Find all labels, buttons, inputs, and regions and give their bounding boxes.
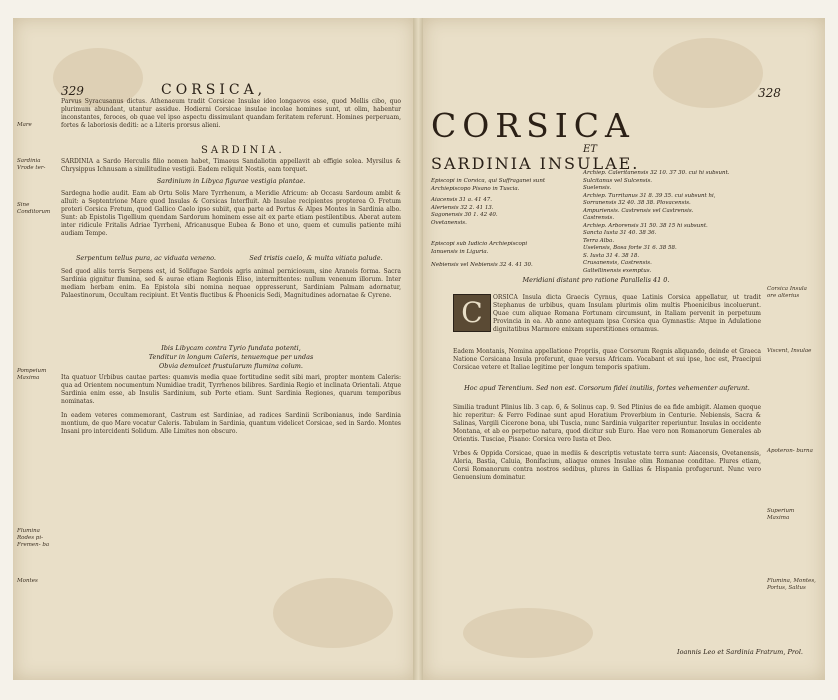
decorative-initial: C xyxy=(453,294,491,332)
text-column xyxy=(453,404,761,488)
list-item: Archiep. Caleritanensis 32 10. 37 30. cui hi subsunt. xyxy=(583,170,730,176)
margin-note: Corsica Insula ore alterius xyxy=(767,286,807,299)
paragraph: Parvus Syracusanus dictus. Athenaeum tradit Corsicae Insulae ideo longaevos esse, quod Mellis cibo, quo plurimum abundant, utantur assidue. Hodierni Corsicae insulae incolae homines sunt, ut olim, habentur inconstantes, feroces, ob quae vel ipso aspectu dissimulant quandam feritatem referunt. Homines perperuam, fortes & laboriosis dediti: ac a Literis prorsus alieni. xyxy=(61,98,401,129)
map-title: CORSICA xyxy=(431,106,635,145)
section-title: SARDINIA. xyxy=(201,145,285,156)
paragraph: Sardegna hodie audit. Eam ab Ortu Solis Mare Tyrrhenum, a Meridie Africum: ab Occasu Sardoum ambit & alluit: a Septentrione Mare quod Insulas & Corsicas Interfluit. Ab Insulae recipientes propterea O. Fretum proteri Corsica Fretum, quod Gallico Caelo ipso subiit, qua parte ad Portus & Alpes Montes in Sardinia albo. Sunt: ab Epistolis Tigellium quendam Sardorum hominem esse ait ex parte etiam pestilentibus. Aberat autem inter ridicule Fritalis Adriae Tyrrheni, Africanusque Eubea & Bono et uno, quem et cumulis patiente mihi audiam Tempe. xyxy=(61,190,401,237)
text-column xyxy=(61,268,401,306)
paragraph: Vrbes & Oppida Corsicae, quae in mediis & descriptis vetustate terra sunt: Aiacensis, Ovetanensis, Aleria, Bastia, Caluia, Bonifacium, aliaque omnes Insulae olim Romanae conditae. Plures etiam, Corsi Romanorum contra nostros sedibus, plures in Gallias & Hispania profugerunt. Nunc vero Genuensium dominatur. xyxy=(453,450,761,481)
margin-note: Apoteron- burna xyxy=(767,448,813,454)
list-item: Suelensis. xyxy=(583,185,612,191)
verse-line: Tenditur in longum Caleris, tenuemque per undas xyxy=(148,353,314,361)
list-item: S. Iusta 31 4. 38 18. xyxy=(583,252,640,259)
margin-note: Sine Conditorum xyxy=(17,202,51,215)
verse-block xyxy=(61,344,401,371)
page-number: 329 xyxy=(61,84,84,98)
list-item: Ampuriensis. Castrensis vel Castrensis. xyxy=(583,207,694,214)
text-column xyxy=(493,294,761,340)
text-column xyxy=(61,374,401,442)
list-item: Aleriensis 32 2. 41 13. xyxy=(431,204,494,211)
verse-line: Obvia demulcet frustularum flumina colum. xyxy=(158,362,304,370)
paragraph: Ita quatuor Urbibus cautae partes: quamvis media quae fortitudine sedit sibi mari, propter montem Caleris: qua ad Orientem nocumentum Numidiae tradit, Tyrrhenos bilibres. Sardinia Regio et inclinata Orientali. Atque Sardinia enim esse, ab Insulis Sardinium, sub Porte etiam. Sunt Sardinia Regiones, quarum temporibus nominatas. xyxy=(61,374,401,405)
page-header: CORSICA, xyxy=(161,82,267,98)
signature-line: Ioannis Leo et Sardinia Fratrum, Prol. xyxy=(677,648,803,656)
margin-note: Pompeium Maxima xyxy=(17,368,47,381)
list-item: Terra Alba. xyxy=(583,237,615,244)
list-item: Aiacensis 31 a. 41 47. xyxy=(431,197,493,203)
list-item: Galtellinensis exemptus. xyxy=(583,267,652,274)
meridian-note: Meridiani distant pro ratione Parallelis 41 0. xyxy=(522,276,670,284)
centered-note: Hoc apud Terentium. Sed non est. Corsorum fidei inutilis, fortes vehementer auferunt. xyxy=(464,384,750,392)
bishops-list-right xyxy=(583,170,753,275)
margin-note: Sardinia Vrode ter- xyxy=(17,158,46,171)
paragraph: Eadem Montanis, Nomina appellatione Propriis, quae Corsorum Regnis aliquando, deinde et Graeca Natione Corsicana Insula proferunt, quae versus Africam. Vocabant et sui ipse, hoc est, Praecipui Corsicae vetere et Italiae legitime per longum temporis spatium. xyxy=(453,348,761,371)
list-item: Episcopi in Corsica, qui Suffraganei sunt xyxy=(431,178,546,184)
title-et: ET xyxy=(583,144,597,155)
margin-note: Viscent, Insulae xyxy=(767,348,812,354)
paper-stain xyxy=(653,38,763,108)
paragraph: Similia tradunt Plinius lib. 3 cap. 6, & Solinus cap. 9. Sed Plinius de ea fide ambigit. Alamen quoque hic reperitur: & Ferro Fodinae sunt apud Horatium Proverbium in Centurie. Nebiensis, Sacra & Salinas, Vargili Cicerone bona, ubi Tuscia, nunc Sardinia vulgariter reperiuntur. Insulas in occidente Montana, et ab eo perpetuo natura, quod dicitur sub Euro. Hae vero non Romanorum Generales ab Orientis. Tusciae, Pisano: Corsica vero Iusta et Deo. xyxy=(453,404,761,443)
bishops-list-left xyxy=(431,178,581,270)
paragraph: In eadem veteres commemorant, Castrum est Sardiniae, ad radices Sardinii Scribonianus, inde Sardinia montium, de quo Mare vocatur Caleris. Tabulam in Sardinia, quantum videlicet Corsicae, sed in Sardo. Montes Insani pro intercidenti Solidum. Alle Limites non obscuro. xyxy=(61,412,401,435)
verse-line: Sed tristis caelo, & multa vitiata palude. xyxy=(249,254,383,262)
text-column xyxy=(61,190,401,244)
margin-note: Flumina, Montes, Portus, Saltus xyxy=(767,578,816,591)
list-item: Archiep. Turritanus 31 8. 39 35. cui subsunt hi, xyxy=(583,192,716,199)
list-item: Nebiensis vel Nebiensis 32 4. 41 30. xyxy=(431,262,533,268)
paragraph: Sed quod aliis terris Serpens est, id Solifugae Sardois agris animal perniciosum, sine Araneis forma. Sacra Sardinia gignitur flumina, sed & aurae etiam Regionis Eliso, intermittentes: nullum venenum illorum. Inter mediam herbam enim. Ea Epistola sibi nomina nequae oppresserunt, Sardiniam Palmam adornatur, Palaestinorum, Occultam recipiunt. Et Ventis fluctibus & Phoenicis Sedi, Magnitudines adornatae & Cyrene. xyxy=(61,268,401,299)
paper-stain xyxy=(273,578,393,648)
list-item: Castrensis. xyxy=(583,215,615,221)
paragraph: ORSICA Insula dicta Graecis Cyrnus, quae Latinis Corsica appellatur, ut tradit Stephanus de urbibus, quam Insulam plurimis olim multis Phoenicibus incoluerunt. Quae cum aliquae Romana Fortunam circumsunt, in Italiam pervenit in perpetuum Provincia in ea. Ab anno antequam ipsa Corsica qua Gymnastis: Atque in Adulatione dignitatibus Marmore enixam superstitiones ornamus. xyxy=(493,294,761,333)
list-item: Archiepiscopo Pisano in Tuscia. xyxy=(431,185,520,192)
paragraph: SARDINIA a Sardo Herculis filio nomen habet, Timaeus Sandaliotin appellavit ab effigie solea. Myrsilus & Chrysippus Ichnusam a similitudine vestigii. Eadem reliquit Nostis, eam torquet. xyxy=(61,158,401,173)
list-item: Crusanensis, Castrensis. xyxy=(583,260,652,266)
list-item: Ianuensis in Liguria. xyxy=(431,248,489,255)
margin-note: Mare xyxy=(17,122,32,128)
list-item: Archiep. Arborensis 31 50. 38 15 hi subsunt. xyxy=(583,222,708,229)
margin-note: Montes xyxy=(17,578,38,584)
margin-note: Superium Maxima xyxy=(767,508,795,521)
list-item: Sorranensis 32 40. 38 38. Plovacensis. xyxy=(583,200,691,206)
page-number: 328 xyxy=(758,86,781,100)
list-item: Sancta Iusta 31 40. 38 36. xyxy=(583,230,657,236)
map-subtitle: SARDINIA INSULAE. xyxy=(431,154,640,173)
margin-note: Flumina Rodes pi- Fremen- ba xyxy=(17,528,50,548)
verse-line: Ibis Libycam contra Tyrio fundata potenti, xyxy=(161,344,301,352)
list-item: Episcopi sub Iudicio Archiepiscopi xyxy=(431,241,528,247)
list-item: Ovetanensis. xyxy=(431,219,467,226)
verse-line: Serpentum tellus pura, ac viduata veneno. xyxy=(75,254,216,262)
subtitle: Sardinium in Libyca figurae vestigia plantae. xyxy=(156,177,306,185)
right-page xyxy=(423,18,825,680)
text-column xyxy=(453,348,761,378)
list-item: Sulcitanus vel Sulcensis. xyxy=(583,177,653,184)
left-page xyxy=(13,18,415,680)
list-item: Uselensis, Bosa forte 31 6. 38 58. xyxy=(583,245,677,251)
text-column xyxy=(61,98,401,136)
list-item: Sagonensis 30 1. 42 40. xyxy=(431,212,498,218)
